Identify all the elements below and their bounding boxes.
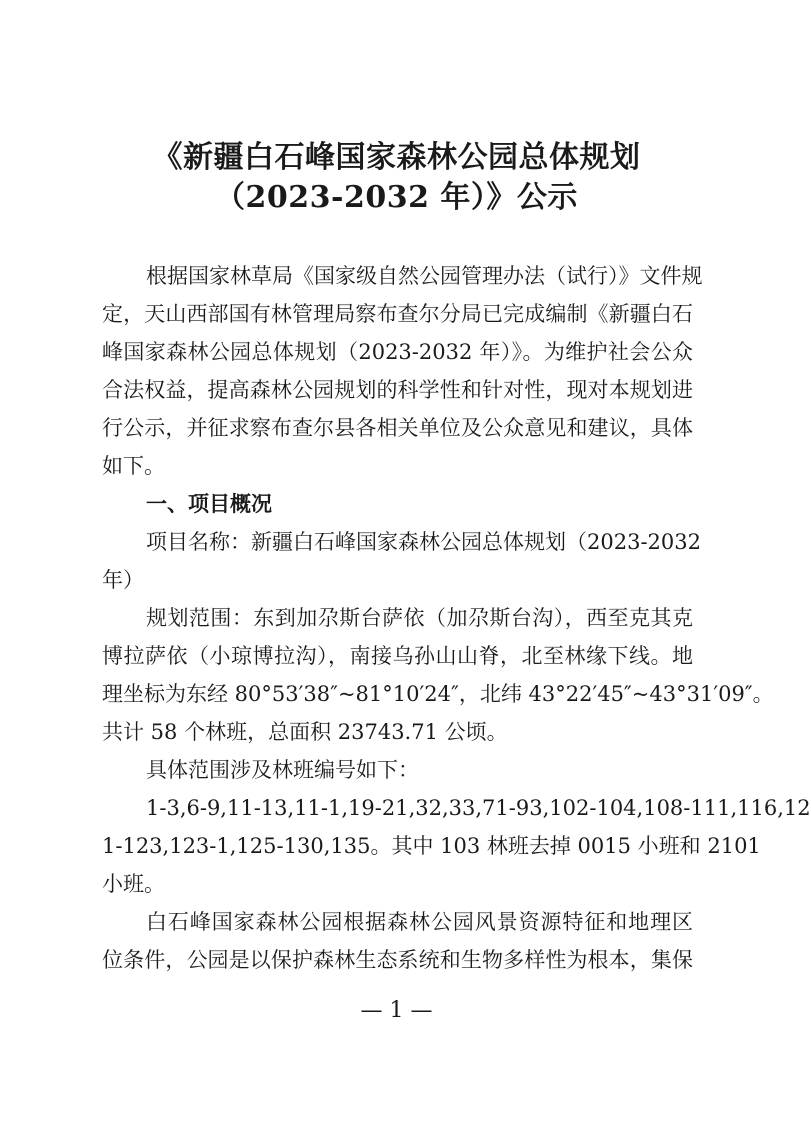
page-number: — 1 — <box>360 998 433 1023</box>
document-title-line-1: 《新疆白石峰国家森林公园总体规划 <box>152 140 641 175</box>
compartments-line: 1-123,123-1,125-130,135。其中 103 林班去掉 0015 小班和 2101 <box>102 834 761 858</box>
compartments-line: 1-3,6-9,11-13,11-1,19-21,32,33,71-93,102-104,108-111,116,12 <box>146 796 811 820</box>
paragraph-line: 定，天山西部国有林管理局察布查尔分局已完成编制《新疆白石 <box>102 302 693 326</box>
project-name-line: 项目名称：新疆白石峰国家森林公园总体规划（2023-2032 <box>146 530 701 554</box>
scope-line: 博拉萨依（小琼博拉沟），南接乌孙山山脊，北至林缘下线。地 <box>102 644 693 668</box>
paragraph-line: 峰国家森林公园总体规划（2023-2032 年）》。为维护社会公众 <box>102 340 693 364</box>
paragraph-line: 行公示，并征求察布查尔县各相关单位及公众意见和建议，具体 <box>102 416 693 440</box>
paragraph-line: 位条件，公园是以保护森林生态系统和生物多样性为根本，集保 <box>102 948 693 972</box>
paragraph-line: 如下。 <box>102 454 165 478</box>
project-name-line: 年） <box>102 568 144 592</box>
compartments-intro: 具体范围涉及林班编号如下： <box>146 758 419 782</box>
paragraph-line: 根据国家林草局《国家级自然公园管理办法（试行）》文件规 <box>146 264 703 288</box>
section-heading: 一、项目概况 <box>146 491 272 516</box>
scope-line: 共计 58 个林班，总面积 23743.71 公顷。 <box>102 720 508 744</box>
scope-line: 理坐标为东经 80°53′38″~81°10′24″，北纬 43°22′45″~43°31′09″。 <box>102 682 774 706</box>
paragraph-line: 合法权益，提高森林公园规划的科学性和针对性，现对本规划进 <box>102 378 693 402</box>
scope-line: 规划范围：东到加尕斯台萨依（加尕斯台沟），西至克其克 <box>146 606 693 630</box>
document-title-line-2: （2023-2032 年）》公示 <box>215 180 578 215</box>
paragraph-line: 白石峰国家森林公园根据森林公园风景资源特征和地理区 <box>146 910 693 934</box>
compartments-line: 小班。 <box>102 872 165 896</box>
